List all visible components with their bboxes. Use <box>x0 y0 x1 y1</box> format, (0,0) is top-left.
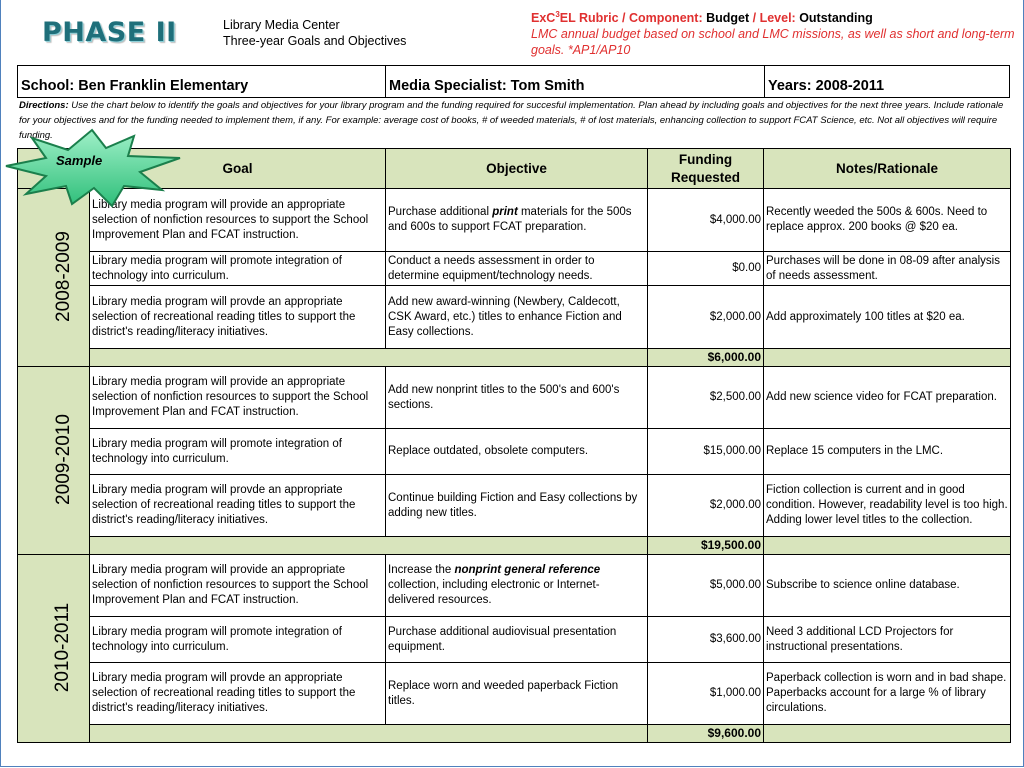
year-total: $9,600.00 <box>648 725 764 743</box>
funding-header: Funding Requested <box>648 149 764 189</box>
table-row <box>18 663 1011 725</box>
funding-cell: $5,000.00 <box>648 555 764 617</box>
year-label-cell <box>18 189 90 367</box>
notes-cell: Paperback collection is worn and in bad shape. Paperbacks account for a large % of library circulations. <box>764 663 1011 725</box>
table-row <box>18 367 1011 429</box>
funding-cell: $3,600.00 <box>648 617 764 663</box>
total-spacer <box>90 537 648 555</box>
table-row <box>18 617 1011 663</box>
objective-cell: Add new nonprint titles to the 500's and 600's sections. <box>386 367 648 429</box>
lmc-heading-line2: Three-year Goals and Objectives <box>223 34 407 48</box>
table-row <box>18 475 1011 537</box>
goal-cell: Library media program will promote integration of technology into curriculum. <box>90 429 386 475</box>
year-label-cell <box>18 367 90 555</box>
table-row <box>18 252 1011 286</box>
rubric-line <box>531 7 1021 26</box>
goal-cell: Library media program will provide an appropriate selection of nonfiction resources to support the School Improvement Plan and FCAT instruction. <box>90 555 386 617</box>
objective-emphasis: print <box>492 206 518 218</box>
total-notes-spacer <box>764 349 1011 367</box>
rubric-component: Budget <box>706 11 750 26</box>
school-cell: School: Ben Franklin Elementary <box>17 65 386 98</box>
notes-cell: Purchases will be done in 08-09 after analysis of needs assessment. <box>764 252 1011 286</box>
notes-cell: Subscribe to science online database. <box>764 555 1011 617</box>
notes-cell: Recently weeded the 500s & 600s. Need to replace approx. 200 books @ $20 ea. <box>764 189 1011 252</box>
notes-cell: Replace 15 computers in the LMC. <box>764 429 1011 475</box>
rubric-prefix: ExC <box>531 11 556 26</box>
objective-cell: Replace worn and weeded paperback Fiction titles. <box>386 663 648 725</box>
rubric-note <box>531 7 1021 58</box>
objective-cell: Purchase additional audiovisual presentation equipment. <box>386 617 648 663</box>
rubric-sup: 3 <box>555 10 560 19</box>
table-row <box>18 286 1011 349</box>
notes-cell: Add new science video for FCAT preparation. <box>764 367 1011 429</box>
phase-title: PHASE II <box>42 17 177 48</box>
rubric-el: EL Rubric / Component: <box>559 11 703 26</box>
total-row <box>18 349 1011 367</box>
goal-cell: Library media program will provde an appropriate selection of recreational reading titles to support the district's reading/literacy initiatives. <box>90 475 386 537</box>
funding-cell: $4,000.00 <box>648 189 764 252</box>
objective-cell <box>386 555 648 617</box>
objective-cell: Conduct a needs assessment in order to determine equipment/technology needs. <box>386 252 648 286</box>
lmc-heading <box>223 17 406 49</box>
objective-cell <box>386 189 648 252</box>
media-specialist-cell: Media Specialist: Tom Smith <box>385 65 765 98</box>
funding-cell: $15,000.00 <box>648 429 764 475</box>
total-notes-spacer <box>764 725 1011 743</box>
total-row <box>18 537 1011 555</box>
total-spacer <box>90 349 648 367</box>
goal-cell: Library media program will provde an appropriate selection of recreational reading titles to support the district's reading/literacy initiatives. <box>90 663 386 725</box>
objective-emphasis: nonprint general reference <box>454 564 601 576</box>
goals-table <box>17 148 1011 743</box>
notes-cell: Need 3 additional LCD Projectors for instructional presentations. <box>764 617 1011 663</box>
year-label-cell <box>18 555 90 743</box>
goal-cell: Library media program will promote integration of technology into curriculum. <box>90 252 386 286</box>
table-row <box>18 429 1011 475</box>
funding-cell: $2,500.00 <box>648 367 764 429</box>
objective-header: Objective <box>386 149 648 189</box>
total-spacer <box>90 725 648 743</box>
objective-cell: Replace outdated, obsolete computers. <box>386 429 648 475</box>
notes-cell: Add approximately 100 titles at $20 ea. <box>764 286 1011 349</box>
goal-cell: Library media program will promote integration of technology into curriculum. <box>90 617 386 663</box>
total-notes-spacer <box>764 537 1011 555</box>
table-row <box>18 555 1011 617</box>
sample-starburst-icon <box>2 128 182 208</box>
notes-cell: Fiction collection is current and in good condition. However, readability level is too high. Adding lower level titles to the collection. <box>764 475 1011 537</box>
objective-text-end: collection, including electronic or Internet-delivered resources. <box>388 579 600 606</box>
year-label: 2010-2011 <box>52 602 74 692</box>
objective-text: Purchase additional <box>388 206 493 218</box>
years-cell: Years: 2008-2011 <box>764 65 1010 98</box>
funding-cell: $2,000.00 <box>648 475 764 537</box>
directions-label: Directions: <box>19 100 69 111</box>
objective-text-end: materials for the 500s and 600s to support FCAT preparation. <box>388 206 632 233</box>
sample-label: Sample <box>56 153 103 168</box>
rubric-level: Outstanding <box>799 11 873 26</box>
total-row <box>18 725 1011 743</box>
objective-cell: Add new award-winning (Newbery, Caldecott, CSK Award, etc.) titles to enhance Fiction and Easy collections. <box>386 286 648 349</box>
goal-header: Goal <box>90 149 386 189</box>
lmc-heading-line1: Library Media Center <box>223 18 340 32</box>
year-label: 2009-2010 <box>52 413 74 505</box>
objective-cell: Continue building Fiction and Easy collections by adding new titles. <box>386 475 648 537</box>
objective-text: Increase the <box>388 564 455 576</box>
notes-header: Notes/Rationale <box>764 149 1011 189</box>
directions-body: Use the chart below to identify the goals and objectives for your library program and the funding required for succesful implementation. Plan ahead by including goals and objectives for the next three years. Include rationale for your objectives and for the funding needed to implement them, if any. For example: average cost of books, # of weeded materials, # of lost materials, enhancing collection to support FCAT Science, etc. Not all objectives will require funding. <box>19 100 1004 141</box>
year-label: 2008-2009 <box>52 230 74 322</box>
goal-cell: Library media program will provide an appropriate selection of nonfiction resources to support the School Improvement Plan and FCAT instruction. <box>90 367 386 429</box>
year-total: $19,500.00 <box>648 537 764 555</box>
rubric-description: LMC annual budget based on school and LMC missions, as well as short and long-term goals. *AP1/AP10 <box>531 27 1015 58</box>
goal-cell: Library media program will provde an appropriate selection of recreational reading titles to support the district's reading/literacy initiatives. <box>90 286 386 349</box>
funding-cell: $1,000.00 <box>648 663 764 725</box>
goal-cell: Library media program will provide an appropriate selection of nonfiction resources to support the School Improvement Plan and FCAT instruction. <box>90 189 386 252</box>
year-total: $6,000.00 <box>648 349 764 367</box>
funding-cell: $2,000.00 <box>648 286 764 349</box>
funding-cell: $0.00 <box>648 252 764 286</box>
rubric-level-label: / Level: <box>752 11 796 26</box>
